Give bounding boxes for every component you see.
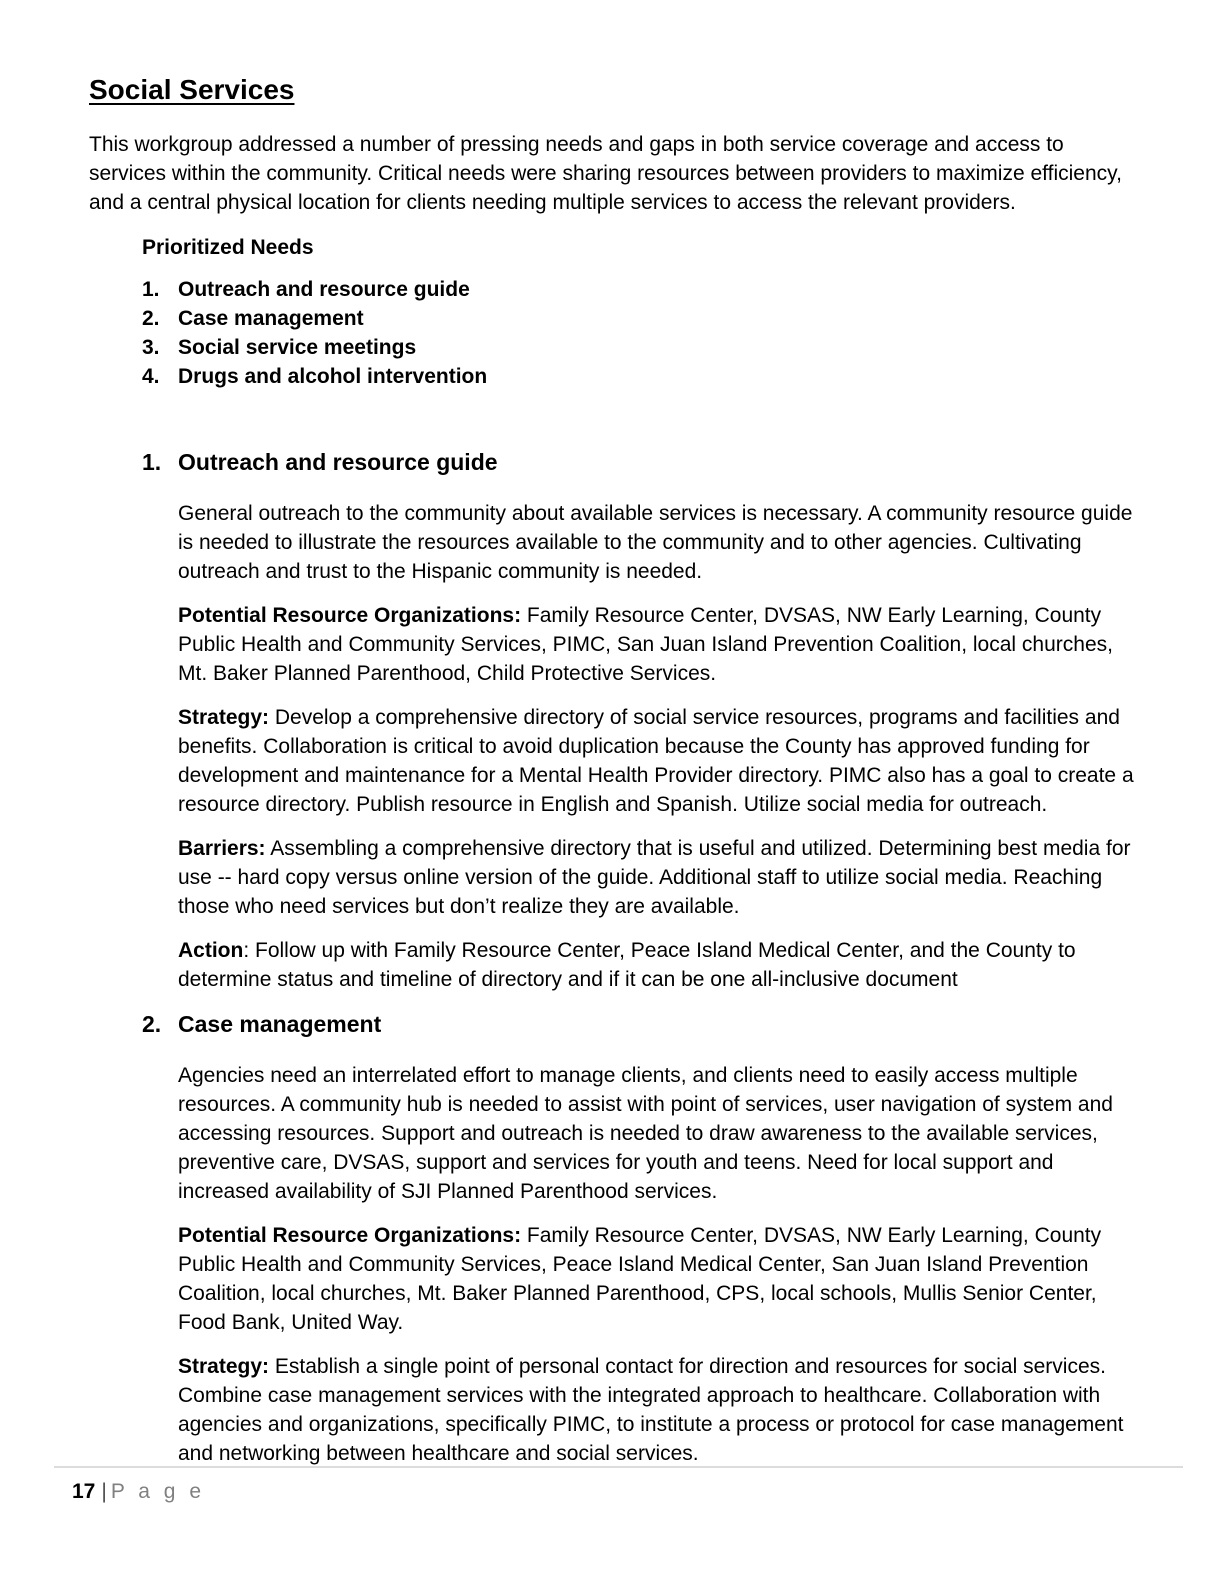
- paragraph-text: Family Resource Center, DVSAS, NW Early Learning, County Public Health and Community Services, PIMC, San Juan Island Prevention Coalition, local churches, Mt. Baker Planned Parenthood, Child Protective Services.: [178, 604, 1113, 685]
- paragraph-text: Establish a single point of personal contact for direction and resources for social services. Combine case management services with the integrated approach to healthcare. Collaboration with agencies and organizations, specifically PIMC, to institute a process or protocol for case management and networking between healthcare and social services.: [178, 1355, 1124, 1465]
- list-item-label: Social service meetings: [178, 336, 417, 359]
- prioritized-needs-list: [142, 275, 1135, 391]
- paragraph-label: Action: [178, 939, 244, 962]
- list-item-label: Outreach and resource guide: [178, 278, 470, 301]
- page-number: 17: [72, 1480, 96, 1503]
- list-item: [142, 304, 1135, 333]
- paragraph-text: Develop a comprehensive directory of social service resources, programs and facilities and benefits. Collaboration is critical to avoid duplication because the County has approved funding for development and maintenance for a Mental Health Provider directory. PIMC also has a goal to create a resource directory. Publish resource in English and Spanish. Utilize social media for outreach.: [178, 706, 1134, 816]
- section: [89, 447, 1135, 994]
- paragraph-label: Potential Resource Organizations:: [178, 604, 522, 627]
- section-number: 2.: [142, 1011, 162, 1037]
- body-paragraph: [178, 834, 1135, 921]
- section-title: Outreach and resource guide: [178, 449, 498, 475]
- section: [89, 1009, 1135, 1468]
- list-item: [142, 333, 1135, 362]
- intro-paragraph: This workgroup addressed a number of pressing needs and gaps in both service coverage and access to services within the community. Critical needs were sharing resources between providers to maximize efficiency, and a central physical location for clients needing multiple services to access the relevant providers.: [89, 133, 1122, 214]
- list-item: [142, 362, 1135, 391]
- body-paragraph: [178, 936, 1135, 994]
- list-item-label: Drugs and alcohol intervention: [178, 365, 488, 388]
- body-paragraph: [178, 1221, 1135, 1337]
- body-paragraph: [178, 1061, 1135, 1206]
- body-paragraph: [178, 601, 1135, 688]
- prioritized-needs-heading: Prioritized Needs: [142, 236, 314, 259]
- paragraph-text: Family Resource Center, DVSAS, NW Early Learning, County Public Health and Community Services, Peace Island Medical Center, San Juan Island Prevention Coalition, local churches, Mt. Baker Planned Parenthood, CPS, local schools, Mullis Senior Center, Food Bank, United Way.: [178, 1224, 1102, 1334]
- list-item-number: 2.: [142, 307, 160, 330]
- page-footer: [72, 1479, 205, 1505]
- paragraph-text: : Follow up with Family Resource Center, Peace Island Medical Center, and the County to determine status and timeline of directory and if it can be one all-inclusive document: [178, 939, 1076, 991]
- list-item-label: Case management: [178, 307, 364, 330]
- footer-page-label: P a g e: [110, 1480, 205, 1503]
- paragraph-text: Agencies need an interrelated effort to manage clients, and clients need to easily access multiple resources. A community hub is needed to assist with point of services, user navigation of system and accessing resources. Support and outreach is needed to draw awareness to the available services, preventive care, DVSAS, support and services for youth and teens. Need for local support and increased availability of SJI Planned Parenthood services.: [178, 1064, 1113, 1203]
- paragraph-label: Potential Resource Organizations:: [178, 1224, 522, 1247]
- list-item-number: 1.: [142, 278, 160, 301]
- section-number: 1.: [142, 449, 162, 475]
- paragraph-label: Strategy:: [178, 706, 270, 729]
- list-item: [142, 275, 1135, 304]
- section-heading: [142, 447, 1135, 477]
- page-title: Social Services: [89, 74, 295, 105]
- section-heading: [142, 1009, 1135, 1039]
- list-item-number: 3.: [142, 336, 160, 359]
- list-item-number: 4.: [142, 365, 160, 388]
- sections-container: [89, 447, 1135, 1468]
- footer-divider: [54, 1466, 1183, 1468]
- paragraph-label: Barriers:: [178, 837, 266, 860]
- paragraph-text: Assembling a comprehensive directory that is useful and utilized. Determining best media for use -- hard copy versus online version of the guide. Additional staff to utilize social media. Reaching those who need services but don’t realize they are available.: [178, 837, 1131, 918]
- body-paragraph: [178, 1352, 1135, 1468]
- body-paragraph: [178, 499, 1135, 586]
- section-title: Case management: [178, 1011, 382, 1037]
- paragraph-text: General outreach to the community about available services is necessary. A community resource guide is needed to illustrate the resources available to the community and to other agencies. Cultivating outreach and trust to the Hispanic community is needed.: [178, 502, 1133, 583]
- body-paragraph: [178, 703, 1135, 819]
- footer-separator: |: [101, 1480, 107, 1503]
- paragraph-label: Strategy:: [178, 1355, 270, 1378]
